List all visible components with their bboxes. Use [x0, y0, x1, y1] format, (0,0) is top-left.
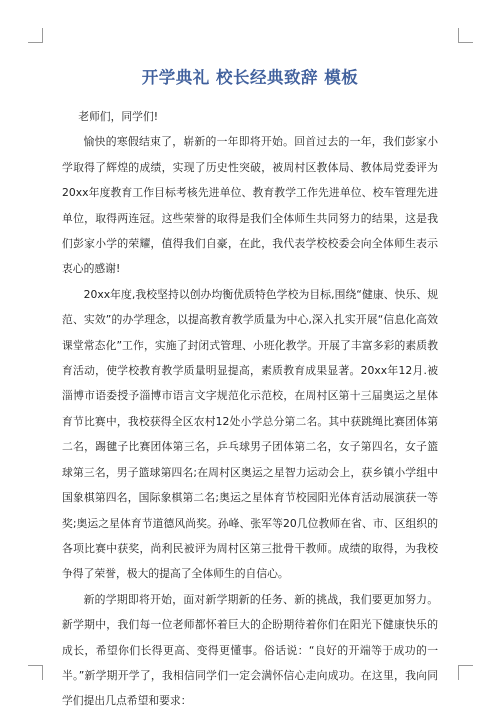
body-paragraph-2: 20xx年度,我校坚持以创办均衡优质特色学校为目标,围绕“健康、快乐、规范、实效”的办学理念，以提高教育教学质量为中心,深入扎实开展“信息化高效课堂常态化”工作，实施了封闭式管理、小班化教学。开展了丰富多彩的素质教育活动，使学校教育教学质量明显提高，素质教育成果显著。20xx年12月.被淄博市语委授予淄博市语言文字规范化示范校，在周村区第十三届奥运之星体育节比赛中，我校获得全区农村12处小学总分第二名。其中获跳绳比赛团体第二名，踢毽子比赛团体第三名，乒乓球男子团体第二名，女子第四名，女子篮球第三名，男子篮球第四名;在周村区奥运之星智力运动会上，获乡镇小学组中国象棋第四名，国际象棋第二名;奥运之星体育节校园阳光体育活动展演获一等奖;奥运之星体育节道德风尚奖。孙峰、张军等20几位教师在省、市、区组织的各项比赛中获奖，尚利民被评为周村区第三批骨干教师。成绩的取得，为我校争得了荣誉，极大的提高了全体师生的自信心。	[62, 287, 438, 581]
document-body	[62, 104, 438, 714]
body-paragraph-1: 愉快的寒假结束了，崭新的一年即将开始。回首过去的一年，我们彭家小学取得了辉煌的成绩，实现了历史性突破，被周村区教体局、教体局党委评为20xx年度教育工作目标考核先进单位、教育教学工作先进单位、校车管理先进单位，取得两连冠。这些荣誉的取得是我们全体师生共同努力的结果，这是我们彭家小学的荣耀，值得我们自豪，在此，我代表学校校委会向全体师生表示衷心的感谢!	[62, 135, 438, 276]
document-title: 开学典礼 校长经典致辞 模板	[141, 68, 359, 87]
crop-mark-bottom-right	[458, 665, 473, 680]
crop-mark-top-left	[28, 28, 43, 43]
salutation-paragraph: 老师们，同学们!	[78, 110, 159, 123]
crop-mark-top-right	[458, 28, 473, 43]
crop-mark-bottom-left	[28, 665, 43, 680]
body-paragraph-3: 新的学期即将开始，面对新学期新的任务、新的挑战，我们要更加努力。新学期中，我们每一位老师都怀着巨大的企盼期待着你们在阳光下健康快乐的成长，希望你们长得更高、变得更懂事。俗话说：“良好的开端等于成功的一半。”新学期开学了，我相信同学们一定会满怀信心走向成功。在这里，我向同学们提出几点希望和要求：	[62, 592, 438, 708]
